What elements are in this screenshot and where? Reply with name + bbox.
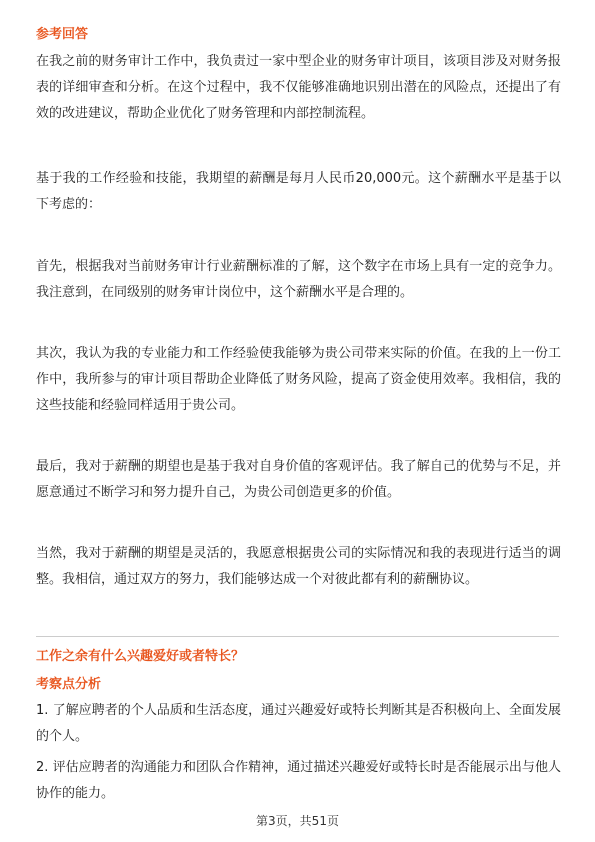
section-divider <box>36 636 559 637</box>
answer-paragraph-4: 其次，我认为我的专业能力和工作经验使我能够为贵公司带来实际的价值。在我的上一份工作中，我所参与的审计项目帮助企业降低了财务风险，提高了资金使用效率。我相信，我的这些技能和经验同样适用于贵公司。 <box>36 346 561 413</box>
answer-heading: 参考回答 <box>36 27 89 42</box>
answer-paragraph-6: 当然，我对于薪酬的期望是灵活的，我愿意根据贵公司的实际情况和我的表现进行适当的调整。我相信，通过双方的努力，我们能够达成一个对彼此都有利的薪酬协议。 <box>36 546 561 587</box>
answer-paragraph-3: 首先，根据我对当前财务审计行业薪酬标准的了解，这个数字在市场上具有一定的竞争力。我注意到，在同级别的财务审计岗位中，这个薪酬水平是合理的。 <box>36 259 561 300</box>
analysis-heading: 考察点分析 <box>36 677 102 692</box>
answer-paragraph-5: 最后，我对于薪酬的期望也是基于我对自身价值的客观评估。我了解自己的优势与不足，并愿意通过不断学习和努力提升自己，为贵公司创造更多的价值。 <box>36 459 561 500</box>
analysis-point-2: 2. 评估应聘者的沟通能力和团队合作精神，通过描述兴趣爱好或特长时是否能展示出与他人协作的能力。 <box>36 760 561 801</box>
question-title: 工作之余有什么兴趣爱好或者特长？ <box>36 649 245 664</box>
answer-paragraph-2: 基于我的工作经验和技能，我期望的薪酬是每月人民币20,000元。这个薪酬水平是基于以下考虑的： <box>36 171 561 212</box>
page-number: 第3页，共51页 <box>256 814 339 828</box>
analysis-point-1: 1. 了解应聘者的个人品质和生活态度，通过兴趣爱好或特长判断其是否积极向上、全面发展的个人。 <box>36 703 561 744</box>
answer-paragraph-1: 在我之前的财务审计工作中，我负责过一家中型企业的财务审计项目，该项目涉及对财务报表的详细审查和分析。在这个过程中，我不仅能够准确地识别出潜在的风险点，还提出了有效的改进建议，帮助企业优化了财务管理和内部控制流程。 <box>36 54 561 121</box>
